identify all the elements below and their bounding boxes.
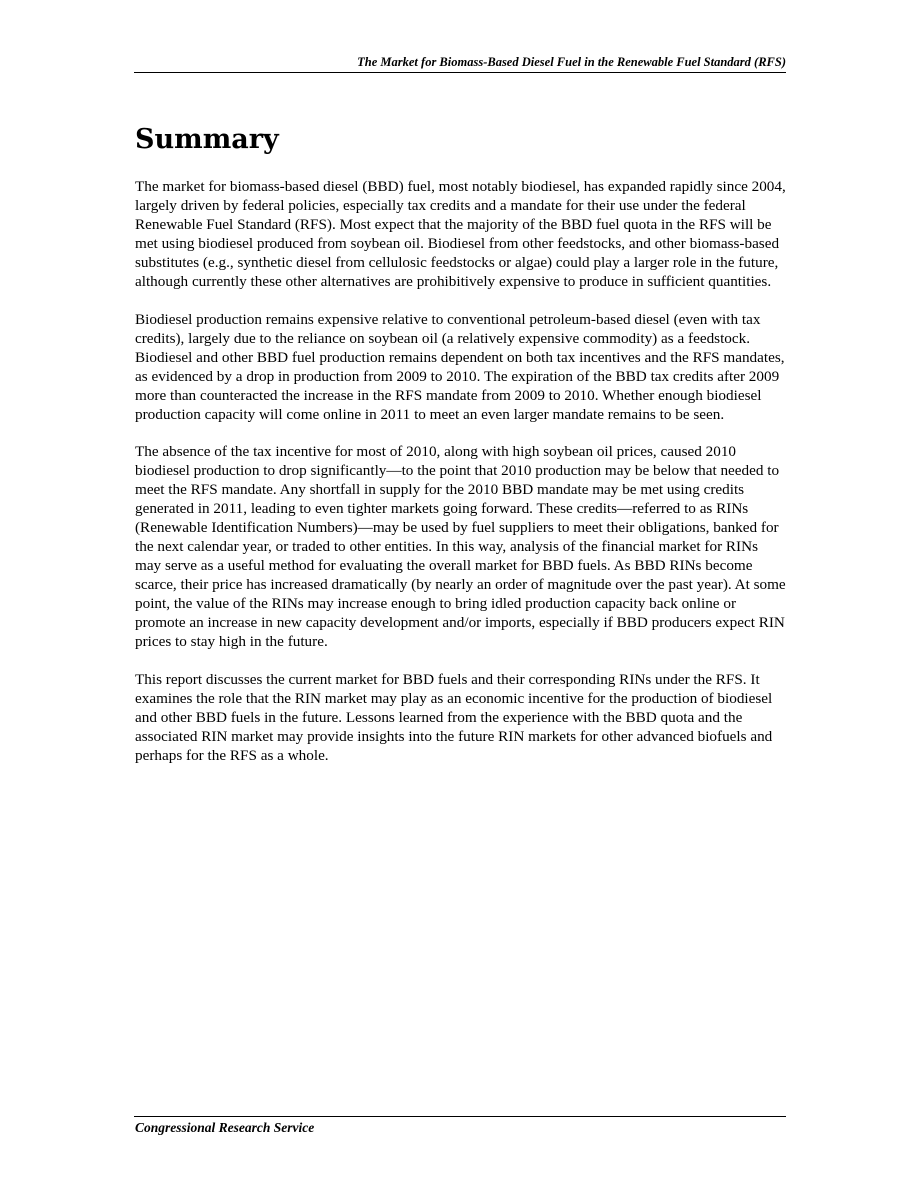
footer-divider <box>134 1116 786 1117</box>
page-title: Summary <box>135 124 279 155</box>
running-footer: Congressional Research Service <box>135 1120 315 1135</box>
summary-paragraph: The market for biomass-based diesel (BBD) fuel, most notably biodiesel, has expanded rapidly since 2004, largely driven by federal policies, especially tax credits and a mandate for their use under the federal Renewable Fuel Standard (RFS). Most expect that the majority of the BBD fuel quota in the RFS will be met using biodiesel produced from soybean oil. Biodiesel from other feedstocks, and other biomass-based substitutes (e.g., synthetic diesel from cellulosic feedstocks or algae) could play a larger role in the future, although currently these other alternatives are prohibitively expensive to produce in sufficient quantities. <box>135 178 786 290</box>
header-divider <box>134 72 786 73</box>
summary-body <box>135 177 786 783</box>
summary-paragraph: This report discusses the current market for BBD fuels and their corresponding RINs under the RFS. It examines the role that the RIN market may play as an economic incentive for the production of biodiesel and other BBD fuels in the future. Lessons learned from the experience with the BBD quota and the associated RIN market may provide insights into the future RIN markets for other advanced biofuels and perhaps for the RFS as a whole. <box>135 670 773 764</box>
summary-paragraph: The absence of the tax incentive for most of 2010, along with high soybean oil prices, caused 2010 biodiesel production to drop significantly—to the point that 2010 production may be below that needed to meet the RFS mandate. Any shortfall in supply for the 2010 BBD mandate may be met using credits generated in 2011, leading to even tighter markets going forward. These credits—referred to as RINs (Renewable Identification Numbers)—may be used by fuel suppliers to meet their obligations, banked for the next calendar year, or traded to other entities. In this way, analysis of the financial market for RINs may serve as a useful method for evaluating the overall market for BBD fuels. As BBD RINs become scarce, their price has increased dramatically (by nearly an order of magnitude over the past year). At some point, the value of the RINs may increase enough to bring idled production capacity back online or promote an increase in new capacity development and/or imports, especially if BBD producers expect RIN prices to stay high in the future. <box>135 443 786 650</box>
summary-paragraph: Biodiesel production remains expensive relative to conventional petroleum-based diesel (even with tax credits), largely due to the reliance on soybean oil (a relatively expensive commodity) as a feedstock. Biodiesel and other BBD fuel production remains dependent on both tax incentives and the RFS mandates, as evidenced by a drop in production from 2009 to 2010. The expiration of the BBD tax credits after 2009 more than counteracted the increase in the RFS mandate from 2009 to 2010. Whether enough biodiesel production capacity will come online in 2011 to meet an even larger mandate remains to be seen. <box>135 310 785 423</box>
running-header: The Market for Biomass-Based Diesel Fuel in the Renewable Fuel Standard (RFS) <box>357 55 786 69</box>
